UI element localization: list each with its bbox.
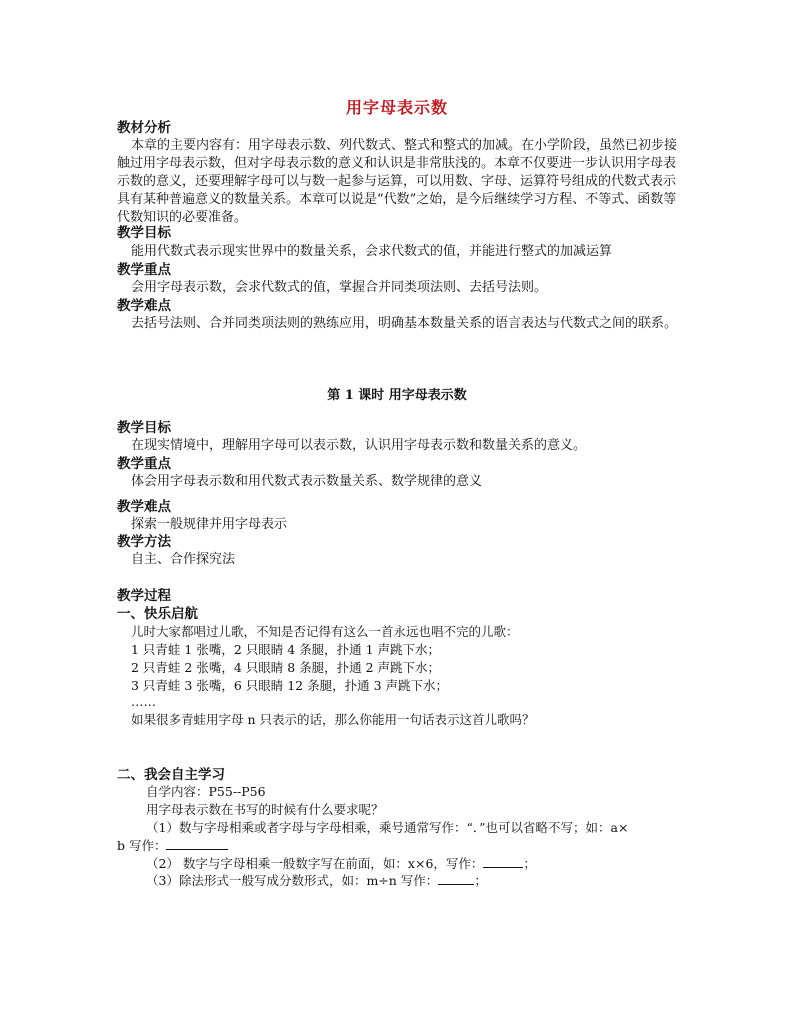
answer-blank[interactable] xyxy=(166,837,228,850)
song-line: 2 只青蛙 2 张嘴，4 只眼睛 8 条腿，扑通 2 声跳下水； xyxy=(131,660,441,675)
key-text: 会用字母表示数，会求代数式的值，掌握合并同类项法则、去括号法则。 xyxy=(131,280,548,295)
rule-item-2 xyxy=(146,855,536,873)
part2-heading: 二、我会自主学习 xyxy=(117,767,225,783)
rule-item-3-end: ； xyxy=(474,873,487,888)
part1-intro: 儿时大家都唱过儿歌，不知是否记得有这么一首永远也唱不完的儿歌： xyxy=(131,624,519,639)
rule-item-2-end: ； xyxy=(523,856,536,871)
part1-heading: 一、快乐启航 xyxy=(117,606,198,622)
rule-item-1: （1）数与字母相乘或者字母与字母相乘，乘号通常写作：“．”也可以省略不写；如：a× xyxy=(146,820,629,835)
analysis-heading: 教材分析 xyxy=(117,120,171,136)
song-line: 1 只青蛙 1 张嘴，2 只眼睛 4 条腿，扑通 1 声跳下水； xyxy=(131,642,441,657)
rule-item-1-cont xyxy=(117,837,228,855)
answer-blank[interactable] xyxy=(483,855,523,868)
lesson-goal-heading: 教学目标 xyxy=(117,420,171,436)
song-line: …… xyxy=(131,694,156,709)
difficulty-heading: 教学难点 xyxy=(117,298,171,314)
answer-blank[interactable] xyxy=(438,872,474,885)
rule-item-3 xyxy=(146,872,487,890)
lesson-difficulty-heading: 教学难点 xyxy=(117,499,171,515)
rule-item-3-label: （3）除法形式一般写成分数形式，如：m÷n 写作： xyxy=(146,873,439,888)
part2-question: 用字母表示数在书写的时候有什么要求呢？ xyxy=(146,802,384,817)
lesson-method-text: 自主、合作探究法 xyxy=(131,552,236,567)
analysis-text: 本章的主要内容有：用字母表示数、列代数式、整式和整式的加减。在小学阶段，虽然已初步接触过用字母表示数，但对字母表示数的意义和认识是非常肤浅的。本章不仅要进一步认识用字母表示数的意义，还要理解字母可以与数一起参与运算，可以用数、字母、运算符号组成的代数式表示具有某种普遍意义的数量关系。本章可以说是“代数”之始，是今后继续学习方程、不等式、函数等代数知识的必要准备。 xyxy=(117,138,678,225)
rule-item-1-label: b 写作： xyxy=(117,838,167,853)
song-line: 3 只青蛙 3 张嘴，6 只眼睛 12 条腿，扑通 3 声跳下水； xyxy=(131,678,449,693)
key-heading: 教学重点 xyxy=(117,262,171,278)
goal-heading: 教学目标 xyxy=(117,225,171,241)
part2-content: 自学内容：P55--P56 xyxy=(146,784,266,799)
page-title: 用字母表示数 xyxy=(345,98,448,117)
lesson-key-text: 体会用字母表示数和用代数式表示数量关系、数学规律的意义 xyxy=(131,474,483,489)
lesson-method-heading: 教学方法 xyxy=(117,534,171,550)
lesson-goal-text: 在现实情境中，理解用字母可以表示数，认识用字母表示数和数量关系的意义。 xyxy=(131,438,587,453)
lesson-key-heading: 教学重点 xyxy=(117,456,171,472)
difficulty-text: 去括号法则、合并同类项法则的熟练应用，明确基本数量关系的语言表达与代数式之间的联系。 xyxy=(131,316,678,331)
process-heading: 教学过程 xyxy=(117,588,171,604)
part1-question: 如果很多青蛙用字母 n 只表示的话，那么你能用一句话表示这首儿歌吗？ xyxy=(131,712,535,727)
rule-item-2-label: （2） 数字与字母相乘一般数字写在前面，如：x×6，写作： xyxy=(146,856,484,871)
lesson-title: 第 1 课时 用字母表示数 xyxy=(327,388,467,403)
goal-text: 能用代数式表示现实世界中的数量关系，会求代数式的值，并能进行整式的加减运算 xyxy=(131,244,613,259)
lesson-difficulty-text: 探索一般规律并用字母表示 xyxy=(131,517,288,532)
